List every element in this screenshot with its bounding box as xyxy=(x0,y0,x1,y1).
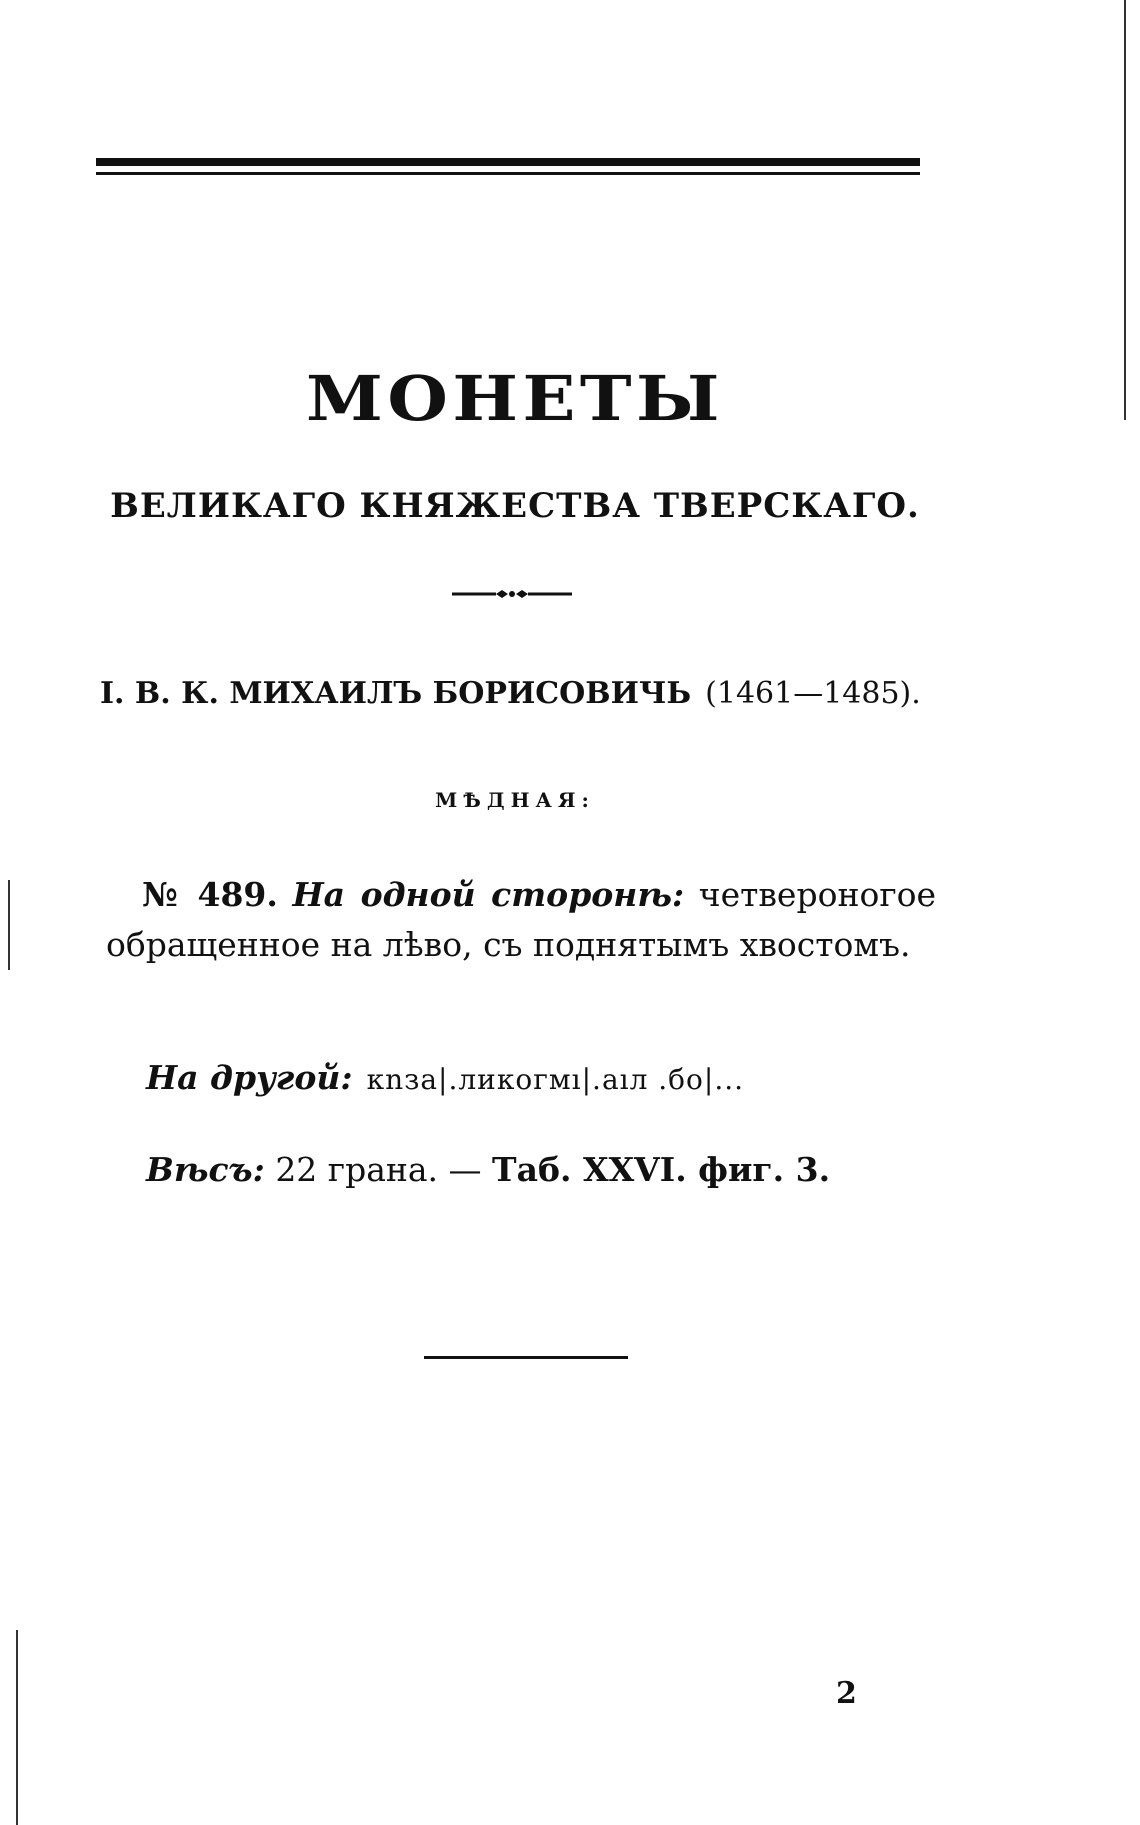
ruler-name: I. В. К. МИХАИЛЪ БОРИСОВИЧЬ xyxy=(100,676,692,711)
header-rule-thin xyxy=(96,172,920,175)
header-rule-thick xyxy=(96,158,920,166)
weight-label: Вѣсъ: xyxy=(146,1150,265,1189)
page-title: МОНЕТЫ xyxy=(306,362,724,435)
page-edge-line xyxy=(8,880,10,970)
ruler-reign: (1461—1485). xyxy=(705,676,921,711)
reverse-line xyxy=(146,1058,936,1097)
metal-heading: МѢДНАЯ: xyxy=(435,788,595,812)
coin-number: № 489. xyxy=(142,875,278,914)
page-edge-line xyxy=(1124,0,1126,420)
reverse-legend: кnзa|.ликогмı|.aıл .бо|... xyxy=(366,1063,745,1096)
page-number: 2 xyxy=(836,1676,857,1711)
obverse-description: четвероногое обращенное на лѣво, съ поднятымъ хвостомъ. xyxy=(106,875,937,964)
ruler-heading xyxy=(100,676,940,711)
ornament-divider-icon xyxy=(452,588,572,600)
obverse-label: На одной сторонѣ: xyxy=(292,875,685,914)
page-edge-line xyxy=(16,1630,18,1825)
weight-line xyxy=(146,1150,936,1189)
footer-rule xyxy=(424,1356,628,1359)
weight-value: 22 грана. — xyxy=(275,1150,482,1189)
page-subtitle: ВЕЛИКАГО КНЯЖЕСТВА ТВЕРСКАГО. xyxy=(110,486,920,526)
reverse-label: На другой: xyxy=(146,1058,353,1097)
plate-reference: Таб. XXVI. фиг. 3. xyxy=(492,1150,831,1189)
coin-entry xyxy=(106,870,936,970)
